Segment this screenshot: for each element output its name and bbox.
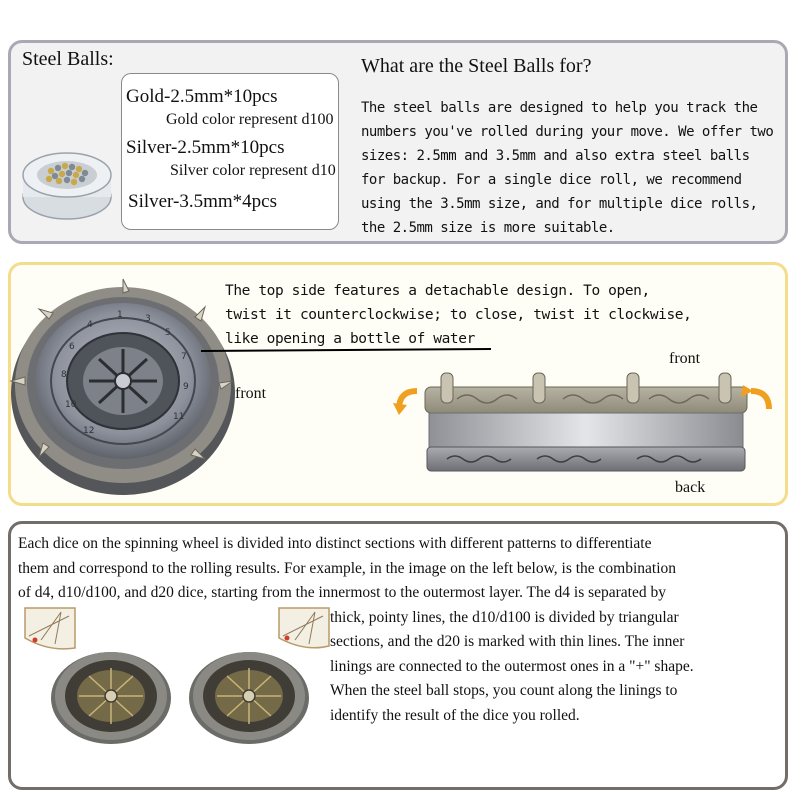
gold-spec: Gold-2.5mm*10pcs bbox=[126, 86, 278, 107]
explain-line-3: of d4, d10/d100, and d20 dice, starting from the innermost to the outermost layer. The d4 is separated by bbox=[18, 584, 666, 601]
what-are-steel-balls-title: What are the Steel Balls for? bbox=[361, 55, 592, 77]
front-label-right: front bbox=[669, 350, 701, 367]
svg-text:10: 10 bbox=[65, 400, 77, 410]
svg-text:11: 11 bbox=[173, 412, 185, 422]
steel-balls-panel bbox=[8, 40, 788, 244]
silver-note: Silver color represent d10 bbox=[170, 162, 336, 179]
dice-wheel-front-image bbox=[5, 273, 241, 501]
what-are-steel-balls-body: The steel balls are designed to help you track the numbers you've rolled during your move. We offer two sizes: 2.5mm and 3.5mm and also extra steel balls for backup. For a single dice roll, we recommend using the 3.5mm size, and for multiple dice rolls, the 2.5mm size is more suitable. bbox=[361, 100, 774, 236]
explain-line-2: them and correspond to the rolling results. For example, in the image on the left below, is the combination bbox=[18, 559, 677, 577]
svg-text:9: 9 bbox=[183, 382, 189, 392]
back-label: back bbox=[675, 479, 706, 496]
steel-balls-container-image bbox=[19, 135, 115, 227]
pointer-line bbox=[201, 343, 501, 355]
front-label-left: front bbox=[235, 385, 267, 402]
explain-line-5: sections, and the d20 is marked with thin lines. The inner bbox=[330, 633, 685, 650]
explain-line-4: thick, pointy lines, the d10/d100 is divided by triangular bbox=[330, 608, 679, 626]
gold-note: Gold color represent d100 bbox=[166, 111, 334, 128]
explain-line-6: linings are connected to the outermost ones in a "+" shape. bbox=[330, 657, 694, 675]
steel-balls-spec-box bbox=[121, 73, 339, 230]
svg-text:4: 4 bbox=[87, 320, 93, 330]
silver-25-spec: Silver-2.5mm*10pcs bbox=[126, 137, 285, 158]
dice-explanation-panel bbox=[8, 521, 788, 790]
svg-text:5: 5 bbox=[165, 328, 171, 338]
svg-text:1: 1 bbox=[117, 310, 123, 320]
svg-text:12: 12 bbox=[83, 426, 95, 436]
svg-text:7: 7 bbox=[181, 352, 187, 362]
dice-wheel-left-image bbox=[21, 606, 171, 746]
dice-wheel-side-image bbox=[387, 361, 781, 485]
dice-wheel-right-image bbox=[183, 606, 333, 746]
detachable-design-panel bbox=[8, 262, 788, 506]
explain-line-7: When the steel ball stops, you count along the linings to bbox=[330, 682, 678, 699]
explain-line-1: Each dice on the spinning wheel is divided into distinct sections with different patterns to differentiate bbox=[18, 535, 652, 552]
svg-text:6: 6 bbox=[69, 342, 75, 352]
silver-35-spec: Silver-3.5mm*4pcs bbox=[128, 191, 277, 212]
svg-text:8: 8 bbox=[61, 370, 67, 380]
steel-balls-title: Steel Balls: bbox=[22, 48, 114, 70]
explain-line-8: identify the result of the dice you rolled. bbox=[330, 706, 580, 724]
svg-text:3: 3 bbox=[145, 314, 151, 324]
detachable-design-text: The top side features a detachable design. To open, twist it counterclockwise; to close, twist it clockwise, like opening a bottle of water bbox=[225, 283, 692, 347]
